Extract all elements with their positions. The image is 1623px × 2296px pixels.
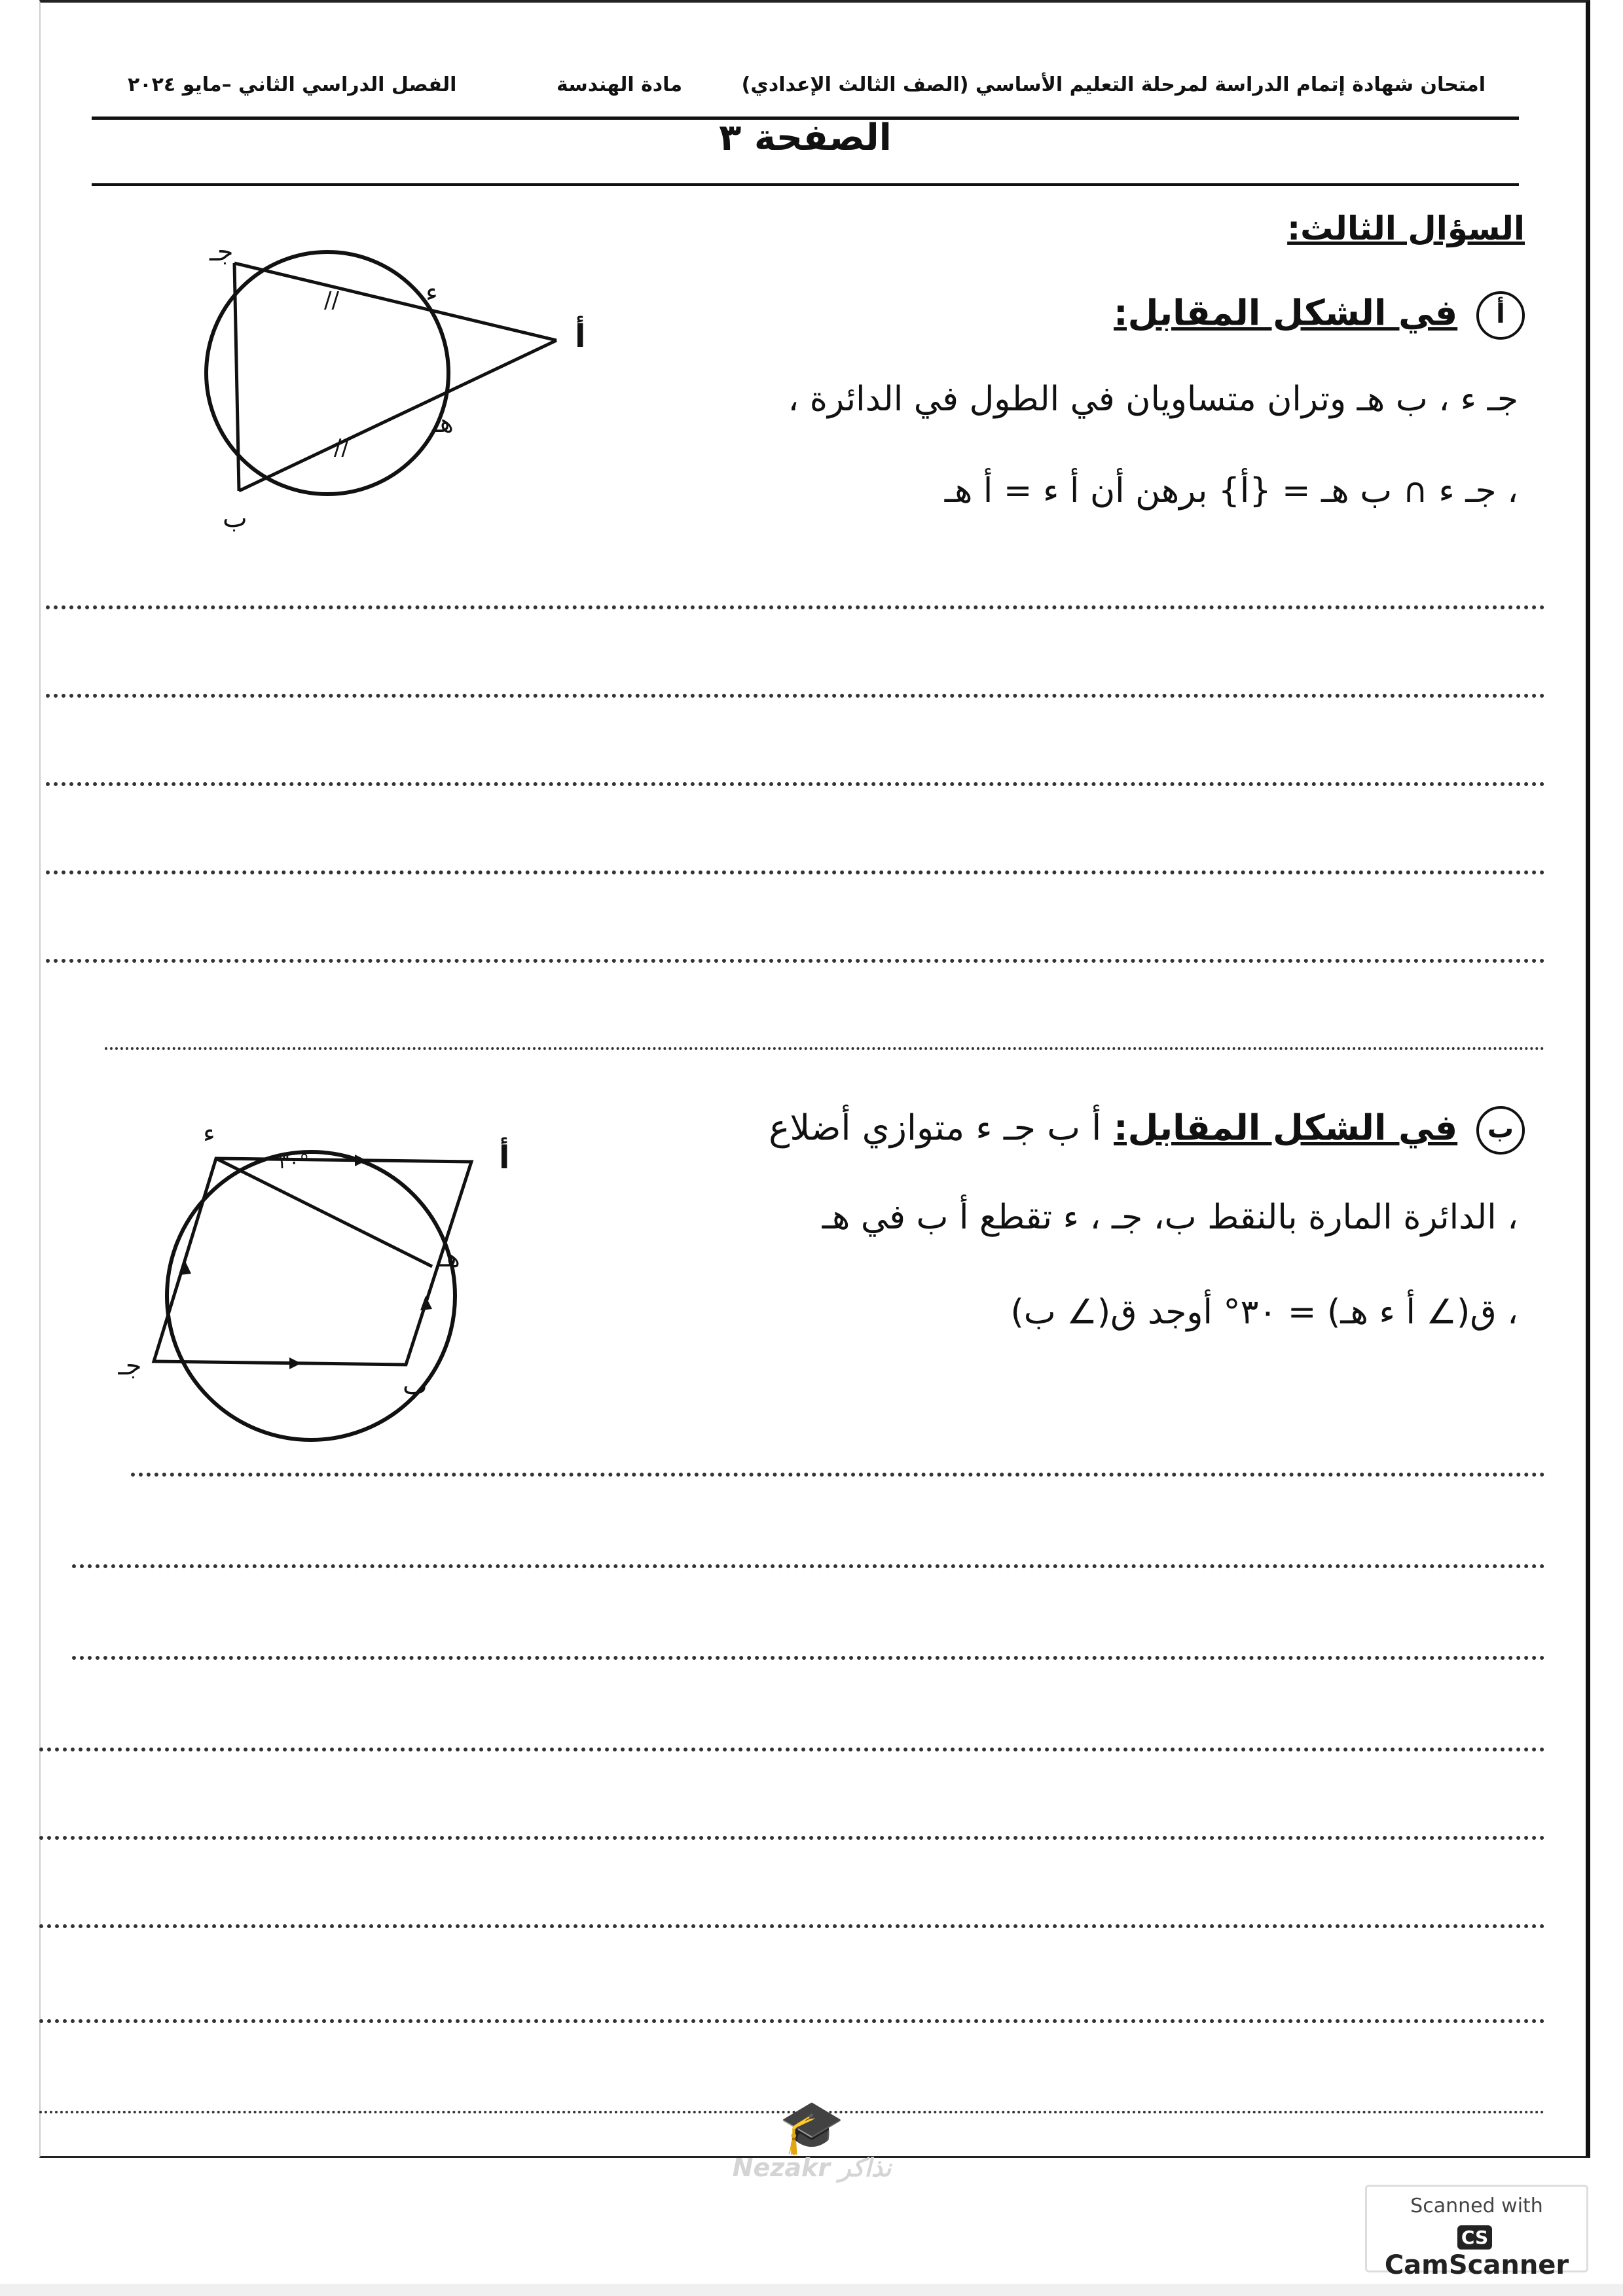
part-a-heading-text: في الشكل المقابل: — [1114, 292, 1458, 334]
part-a-label-d: ء — [426, 278, 438, 308]
part-a-chord-be — [239, 340, 556, 491]
camscanner-logo-icon: CS — [1457, 2225, 1492, 2250]
question-title: السؤال الثالث: — [1287, 209, 1525, 247]
part-b-answer-line-5 — [39, 1836, 1545, 1840]
part-a-answer-line-4 — [46, 870, 1545, 874]
part-a-answer-line-2 — [46, 694, 1545, 698]
part-a-line1: جـ ء ، ب هـ وتران متساويان في الطول في الدائرة ، — [788, 380, 1518, 419]
part-a-tick-2: // — [334, 435, 349, 461]
part-b-label-e: هـ — [439, 1243, 460, 1273]
part-b-marker: ب — [1476, 1106, 1525, 1155]
part-a-tick-1: // — [324, 287, 339, 314]
part-a-answer-line-5 — [46, 959, 1545, 963]
part-b-answer-line-4 — [39, 1748, 1545, 1751]
bottom-strip — [0, 2284, 1623, 2296]
part-b-line2: ، ق(∠ أ ء هـ) = ٣٠° أوجد ق(∠ ب) — [1010, 1293, 1518, 1332]
part-b-label-c: جـ — [118, 1351, 142, 1381]
part-a-label-b: ب — [223, 503, 247, 533]
watermark-text: Nezakr نذاكر — [732, 2153, 892, 2182]
part-a-figure — [151, 236, 622, 537]
page-rule — [92, 183, 1519, 186]
part-b-angle-label: ٣٠° — [278, 1151, 310, 1174]
part-b-arrow-head-bottom — [289, 1357, 301, 1369]
part-b-arrow-head-top — [355, 1155, 367, 1166]
part-a-marker: أ — [1476, 291, 1525, 340]
part-a-answer-line-6 — [105, 1047, 1545, 1050]
part-a-label-e: هـ — [432, 408, 454, 439]
part-b-arrow-head-right — [420, 1296, 432, 1310]
part-b-answer-line-6 — [39, 1924, 1545, 1928]
exam-title: امتحان شهادة إتمام الدراسة لمرحلة التعليم الأساسي (الصف الثالث الإعدادي) — [741, 73, 1486, 96]
camscanner-badge — [1365, 2185, 1588, 2280]
part-b-segment-de — [216, 1158, 432, 1266]
subject-label: مادة الهندسة — [556, 73, 683, 96]
part-a-line2: ، جـ ء ∩ ب هـ = {أ} برهن أن أ ء = أ هـ — [944, 471, 1518, 511]
part-b-label-b: ب — [403, 1371, 428, 1401]
scanned-with-label: Scanned with — [1410, 2195, 1543, 2217]
part-b-heading — [769, 1106, 1525, 1155]
camscanner-brand — [1367, 2220, 1586, 2280]
part-a-label-c: جـ — [210, 237, 234, 267]
part-b-answer-line-1 — [131, 1473, 1545, 1477]
nezakr-watermark — [714, 2096, 910, 2186]
part-a-chord-bc — [234, 263, 239, 491]
part-a-answer-line-3 — [46, 782, 1545, 786]
part-a-answer-line-1 — [46, 605, 1545, 609]
graduation-cap-icon: 🎓 — [779, 2096, 845, 2157]
part-b-answer-line-7 — [39, 2019, 1545, 2023]
part-a-label-a: أ — [575, 318, 586, 355]
part-b-answer-line-2 — [72, 1564, 1545, 1568]
part-a-heading — [1114, 291, 1525, 340]
part-b-line1: ، الدائرة المارة بالنقط ب، جـ ، ء تقطع أ ب في هـ — [822, 1198, 1518, 1237]
part-b-figure — [118, 1100, 563, 1453]
term-label: الفصل الدراسي الثاني –مايو ٢٠٢٤ — [128, 73, 457, 96]
part-b-label-a: أ — [499, 1139, 510, 1176]
part-b-heading-rest: أ ب جـ ء متوازي أضلاع — [769, 1107, 1102, 1149]
page-number: الصفحة ٣ — [719, 117, 892, 159]
part-b-heading-text: في الشكل المقابل: — [1114, 1107, 1458, 1149]
camscanner-brand-text: CamScanner — [1384, 2250, 1569, 2280]
part-b-answer-line-3 — [72, 1656, 1545, 1660]
part-b-label-d: ء — [203, 1119, 215, 1149]
